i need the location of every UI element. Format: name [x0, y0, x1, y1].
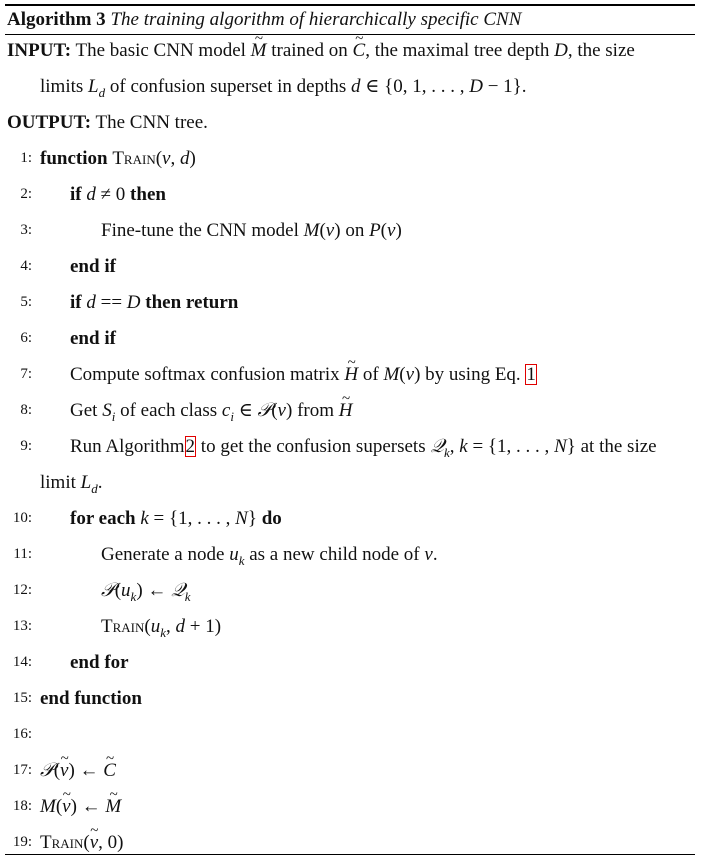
step-text: Compute softmax confusion matrix: [70, 364, 340, 385]
line-number: 9:: [20, 438, 32, 454]
line-number: 1:: [20, 150, 32, 166]
keyword: end function: [40, 688, 142, 709]
keyword: do: [261, 508, 282, 529]
math-d: d: [351, 76, 361, 97]
math-l-d: $L_d$: [88, 76, 106, 100]
step-9: Run Algorithm2 to get the confusion supersets 𝒬$_k$, k = {1, . . . , N} at the size: [70, 436, 657, 460]
step-15: [40, 687, 142, 711]
math-c-tilde: ~ C: [353, 39, 366, 63]
step-9-continued: limit $L_d$.: [40, 472, 103, 496]
step-11: Generate a node $u_k$ as a new child node of v.: [101, 544, 438, 568]
keyword: for each: [70, 508, 136, 529]
step-text: Get: [70, 400, 98, 421]
line-number: 12:: [12, 582, 32, 598]
input-text-1a: The basic CNN model: [75, 40, 246, 61]
line-number: 16:: [12, 726, 32, 742]
step-text: by using Eq.: [425, 364, 521, 385]
step-19: Train(~ v, 0): [40, 831, 123, 855]
algorithm-caption: [7, 6, 521, 33]
step-text: limit: [40, 472, 76, 493]
step-text: of: [362, 364, 379, 385]
line-number: 4:: [20, 258, 32, 274]
step-text: as a new child node of: [249, 544, 420, 565]
algorithm-label: Algorithm 3: [7, 9, 106, 30]
math-d-cap: D: [554, 40, 568, 61]
step-text: of each class: [120, 400, 218, 421]
keyword: then: [130, 184, 166, 205]
step-text: from: [297, 400, 334, 421]
step-14: [70, 651, 129, 675]
keyword: if: [70, 184, 82, 205]
step-text: at the size: [580, 436, 657, 457]
step-4: [70, 255, 116, 279]
step-17: 𝒫(~ v) ← ~ C: [40, 759, 116, 783]
step-13: $Train(u_k$, d + 1): [101, 616, 222, 640]
line-number: 19:: [12, 834, 32, 850]
keyword: end for: [70, 652, 129, 673]
input-label: INPUT:: [7, 40, 72, 61]
line-number: 18:: [12, 798, 32, 814]
line-number: 2:: [20, 186, 32, 202]
step-1: function Train(v, d): [40, 148, 196, 169]
step-text: Generate a node: [101, 544, 225, 565]
step-5: if d == D then return: [70, 292, 239, 313]
train-call: Train: [40, 832, 84, 853]
keyword: end if: [70, 328, 116, 349]
line-number: 5:: [20, 294, 32, 310]
input-line-2: [40, 75, 527, 99]
line-number: 15:: [12, 690, 32, 706]
step-text: Fine-tune the CNN model: [101, 220, 299, 241]
input-text-1d: , the size: [567, 40, 635, 61]
step-text: on: [345, 220, 365, 241]
step-3: Fine-tune the CNN model M(v) on P(v): [101, 220, 402, 241]
output-label: OUTPUT:: [7, 112, 92, 133]
caption-rule: [5, 34, 695, 35]
line-number: 8:: [20, 402, 32, 418]
train-call: Train: [101, 616, 145, 637]
input-text-2a: limits: [40, 76, 84, 97]
input-text-2b: of confusion superset in depths: [109, 76, 347, 97]
step-12: $𝒫(u_k)$ ← 𝒬$_k$: [101, 580, 191, 604]
step-8: Get $S_i$ of each class $c_i$ ∈ 𝒫(v) from ~ H: [70, 399, 352, 423]
step-7: Compute softmax confusion matrix ~ H of M(v) by using Eq. 1: [70, 363, 537, 387]
line-number: 17:: [12, 762, 32, 778]
output-line: [7, 111, 208, 135]
keyword: function: [40, 148, 108, 169]
algorithm-title: The training algorithm of hierarchically specific CNN: [110, 9, 522, 30]
line-number: 3:: [20, 222, 32, 238]
input-text-2c: ∈ {0, 1, . . . ,: [365, 76, 465, 97]
line-number: 10:: [12, 510, 32, 526]
keyword: if: [70, 292, 82, 313]
line-number: 6:: [20, 330, 32, 346]
line-number: 11:: [13, 546, 32, 562]
keyword: then return: [145, 292, 239, 313]
line-number: 7:: [20, 366, 32, 382]
step-10: for each k = {1, . . . , N} do: [70, 508, 282, 529]
input-text-2d: − 1}.: [487, 76, 527, 97]
input-text-1b: trained on: [271, 40, 348, 61]
line-number: 13:: [12, 618, 32, 634]
algorithm-ref-link[interactable]: 2: [185, 436, 196, 457]
step-2: if d ≠ 0 then: [70, 184, 166, 205]
train-call: Train: [112, 148, 156, 169]
line-number: 14:: [12, 654, 32, 670]
output-text: The CNN tree.: [95, 112, 208, 133]
step-text: to get the confusion supersets: [200, 436, 426, 457]
input-text-1c: , the maximal tree depth: [365, 40, 550, 61]
math-d-cap-2: D: [469, 76, 483, 97]
step-18: M(~ v) ← ~ M: [40, 795, 121, 819]
step-text: Run Algorithm: [70, 436, 185, 457]
input-line-1: [7, 39, 635, 63]
keyword: end if: [70, 256, 116, 277]
equation-ref-link[interactable]: 1: [526, 364, 536, 385]
math-m-tilde: ~ M: [251, 39, 267, 63]
step-6: [70, 327, 116, 351]
